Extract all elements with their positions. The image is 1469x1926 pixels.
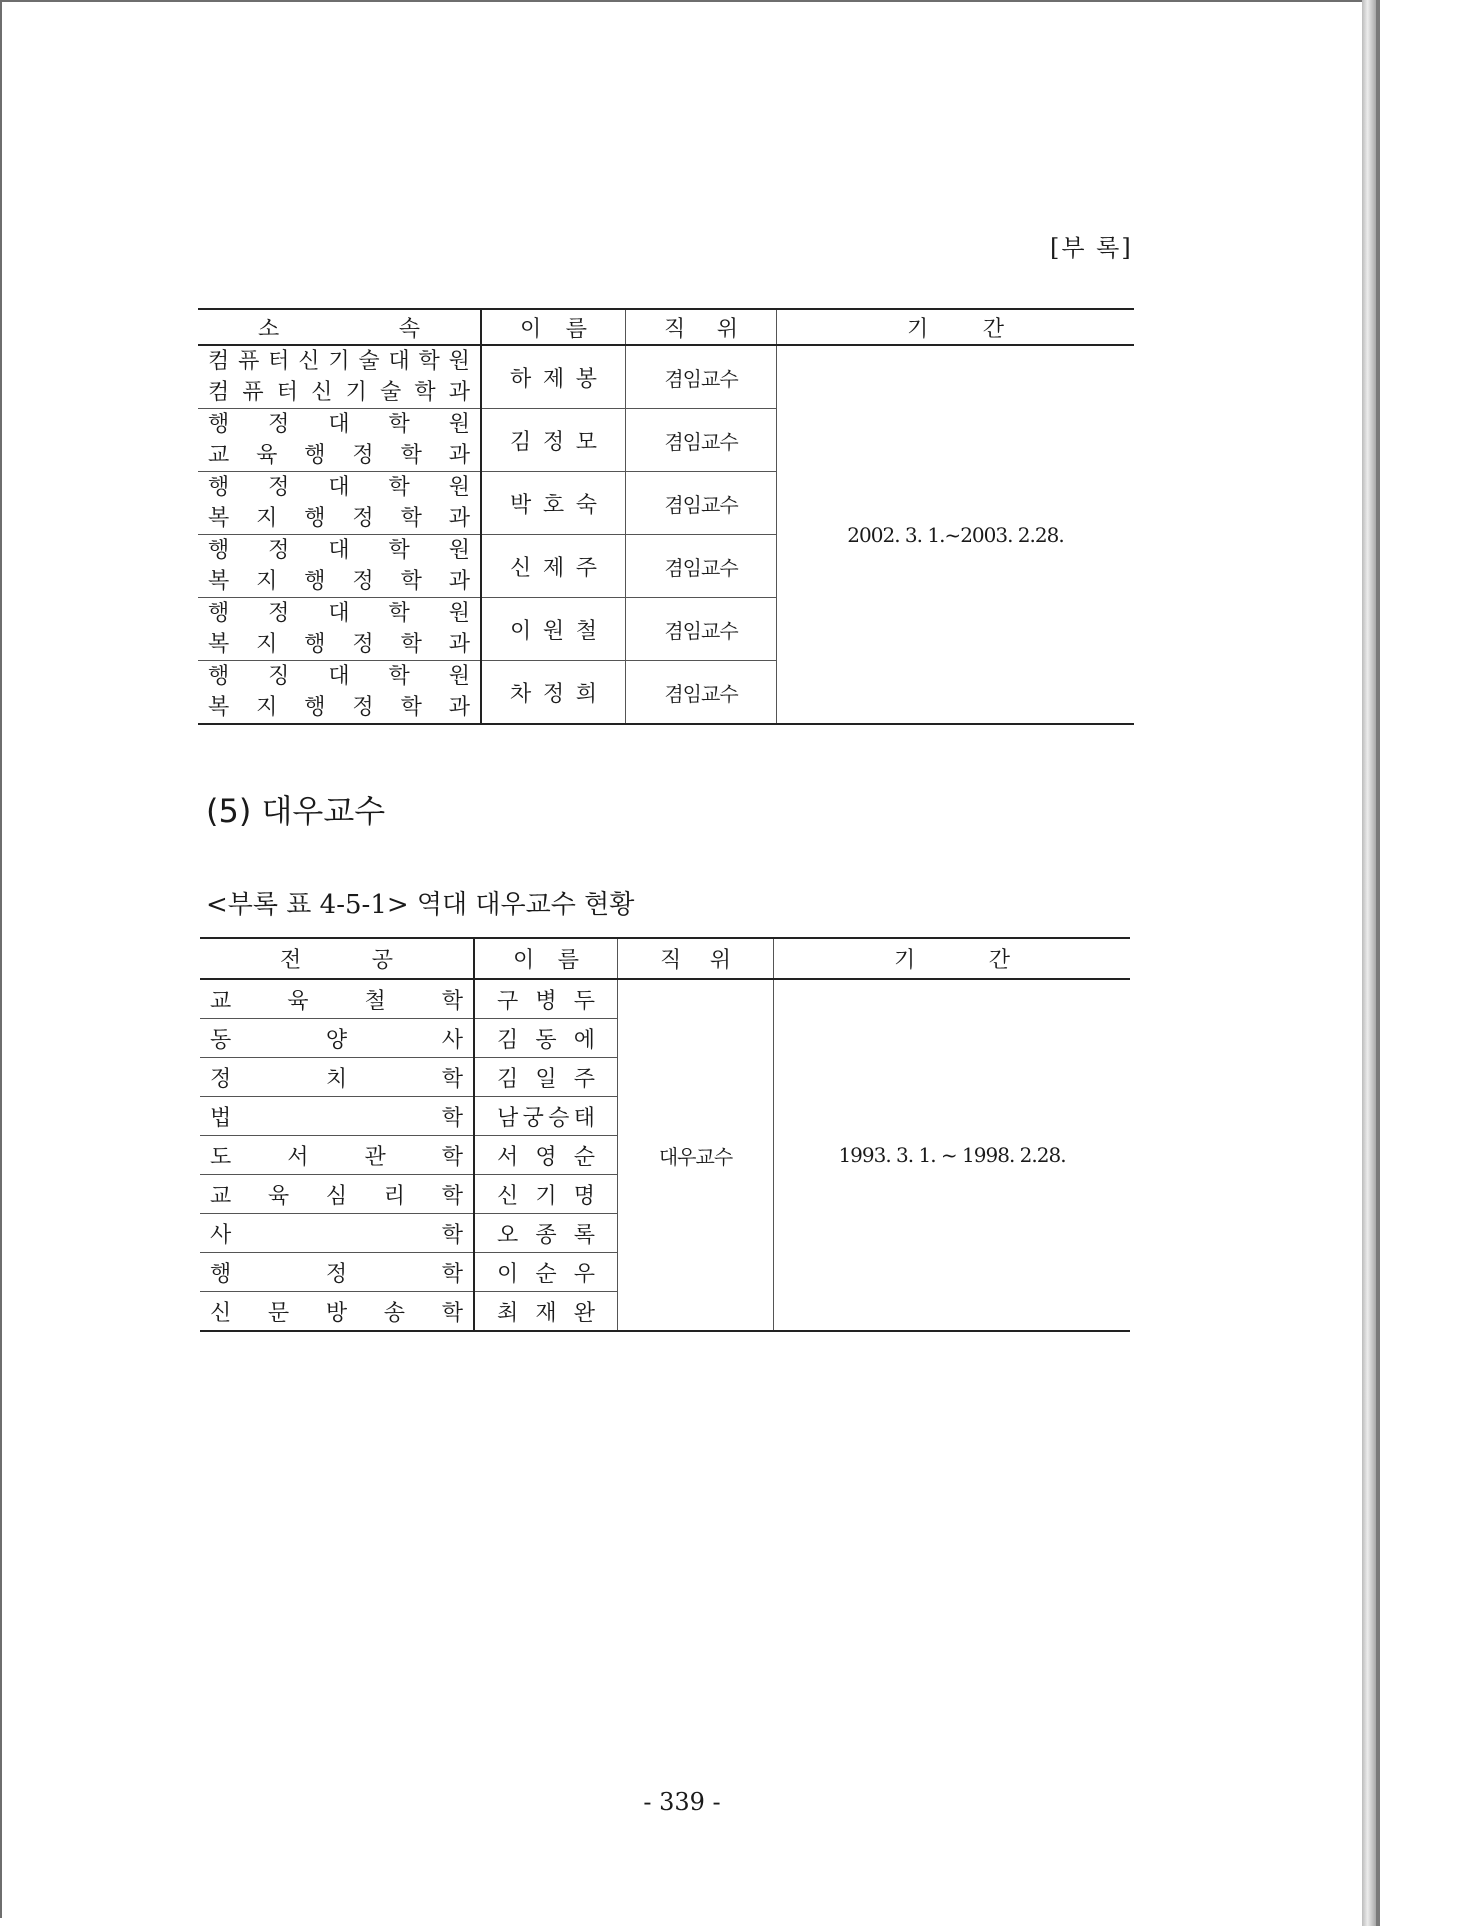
name-cell [481,598,626,661]
char: 사 [210,1222,232,1248]
person-name [475,1023,617,1054]
char: 학 [441,1144,463,1170]
char: 명 [573,1183,595,1209]
name-cell [481,345,626,409]
major-text [200,1257,473,1288]
position-cell: 대우교수 [618,979,774,1331]
char: 술 [379,380,402,405]
char: 컴 [208,380,230,405]
char: 태 [573,1105,595,1131]
char: 대 [328,664,350,689]
char: 학 [400,506,422,531]
affiliation-cell [198,345,481,409]
char: 육 [256,443,278,468]
char: 순 [535,1261,557,1287]
char: 행 [208,538,230,563]
header-position: 직 위 [626,309,777,345]
char: 승 [548,1105,570,1131]
char: 행 [304,443,326,468]
char: 학 [400,632,422,657]
char: 원 [448,412,470,437]
adjunct-professor-table [198,308,1134,725]
char: 치 [325,1066,348,1092]
affiliation-cell [198,535,481,598]
char: 록 [573,1222,595,1248]
affiliation-line [198,629,480,660]
name-cell [474,979,618,1019]
char: 학 [441,1066,463,1092]
person-name [475,1296,617,1327]
major-cell [200,1019,474,1058]
table-row [200,979,1130,1019]
major-text [200,1296,473,1327]
person-name [475,1218,617,1249]
header-period: 기 간 [774,938,1131,979]
char: 지 [256,506,278,531]
char: 학 [414,380,436,405]
major-text [200,1023,473,1054]
char: 신 [210,1300,232,1326]
table-header-row [198,309,1134,345]
char: 관 [364,1144,386,1170]
char: 정 [542,429,565,455]
name-cell [474,1253,618,1292]
person-name [482,677,625,708]
major-text [200,1062,473,1093]
major-text [200,1179,473,1210]
affiliation-line [198,598,480,629]
major-cell [200,979,474,1019]
char: 오 [497,1222,519,1248]
char: 터 [268,349,290,374]
char: 사 [441,1027,463,1053]
char: 육 [267,1183,290,1209]
char: 신 [311,380,333,405]
char: 학 [418,349,440,374]
char: 우 [573,1261,595,1287]
person-name [482,362,625,393]
person-name [475,1140,617,1171]
person-name [482,551,625,582]
char: 학 [441,988,463,1014]
char: 서 [287,1144,309,1170]
char: 컴 [208,349,230,374]
char: 원 [542,618,565,644]
table-caption: <부록 표 4-5-1> 역대 대우교수 현황 [206,890,635,920]
char: 지 [256,569,278,594]
affiliation-line [198,377,480,408]
char: 정 [268,601,290,626]
char: 과 [448,443,470,468]
char: 학 [400,443,422,468]
char: 대 [328,412,350,437]
char: 구 [497,988,519,1014]
char: 영 [535,1144,557,1170]
char: 철 [575,618,597,644]
person-name [475,984,617,1015]
char: 기 [345,380,367,405]
char: 교 [210,988,232,1014]
page-number: - 339 - [643,1788,721,1816]
affiliation-line [198,535,480,566]
period-cell: 2002. 3. 1.~2003. 2.28. [777,345,1135,724]
char: 정 [210,1066,232,1092]
char: 주 [573,1066,595,1092]
name-cell [481,409,626,472]
char: 정 [325,1261,348,1287]
char: 리 [383,1183,406,1209]
char: 대 [328,475,350,500]
char: 도 [210,1144,232,1170]
affiliation-line [198,409,480,440]
char: 학 [441,1300,463,1326]
char: 교 [208,443,230,468]
position-cell: 겸임교수 [626,535,777,598]
char: 정 [352,443,374,468]
major-text [200,1140,473,1171]
char: 숙 [575,492,597,518]
char: 행 [208,664,230,689]
char: 양 [325,1027,348,1053]
position-cell: 겸임교수 [626,598,777,661]
affiliation-cell [198,598,481,661]
major-cell [200,1136,474,1175]
char: 철 [364,988,386,1014]
char: 과 [448,380,470,405]
affiliation-line [198,503,480,534]
char: 동 [535,1027,557,1053]
char: 순 [573,1144,595,1170]
char: 박 [510,492,532,518]
header-period: 기 간 [777,309,1135,345]
name-cell [474,1292,618,1332]
char: 과 [448,695,470,720]
char: 원 [448,601,470,626]
char: 하 [510,366,532,392]
person-name [482,488,625,519]
char: 학 [400,569,422,594]
char: 복 [208,569,230,594]
table-row [198,345,1134,409]
name-cell [474,1097,618,1136]
char: 원 [448,664,470,689]
char: 정 [268,538,290,563]
name-cell [481,661,626,725]
char: 궁 [522,1105,544,1131]
char: 정 [542,681,565,707]
char: 제 [542,555,565,581]
char: 학 [400,695,422,720]
char: 지 [256,695,278,720]
char: 대 [328,538,350,563]
char: 행 [208,412,230,437]
page-edge-shadow [1362,0,1376,1926]
char: 원 [448,349,470,374]
char: 호 [542,492,565,518]
position-cell: 겸임교수 [626,409,777,472]
char: 기 [535,1183,557,1209]
char: 두 [573,988,595,1014]
header-affiliation: 소 속 [198,309,481,345]
position-cell: 겸임교수 [626,661,777,725]
char: 김 [510,429,532,455]
person-name [475,1179,617,1210]
major-cell [200,1253,474,1292]
major-text [200,1101,473,1132]
affiliation-cell [198,472,481,535]
char: 모 [575,429,597,455]
person-name [475,1062,617,1093]
affiliation-cell [198,409,481,472]
char: 문 [267,1300,290,1326]
section-header-label: [부 록] [1050,234,1133,262]
char: 퓨 [242,380,264,405]
person-name [475,1101,617,1132]
section-title: (5) 대우교수 [206,792,386,830]
char: 술 [358,349,380,374]
person-name [482,425,625,456]
visiting-professor-table [200,937,1130,1332]
name-cell [474,1214,618,1253]
char: 학 [388,601,410,626]
char: 김 [497,1027,519,1053]
char: 행 [304,695,326,720]
char: 터 [276,380,299,405]
char: 원 [448,538,470,563]
char: 과 [448,632,470,657]
char: 복 [208,632,230,657]
person-name [482,614,625,645]
table-header-row [200,938,1130,979]
char: 방 [325,1300,348,1326]
major-cell [200,1214,474,1253]
char: 행 [304,632,326,657]
char: 학 [441,1261,463,1287]
affiliation-line [198,472,480,503]
char: 희 [575,681,597,707]
char: 남 [497,1105,519,1131]
char: 신 [298,349,320,374]
char: 정 [352,506,374,531]
major-cell [200,1175,474,1214]
char: 완 [573,1300,595,1326]
char: 행 [208,601,230,626]
char: 복 [208,695,230,720]
char: 지 [256,632,278,657]
char: 종 [535,1222,557,1248]
affiliation-line [198,440,480,471]
char: 대 [328,601,350,626]
char: 주 [575,555,597,581]
header-major: 전 공 [200,938,474,979]
header-name: 이 름 [481,309,626,345]
char: 서 [497,1144,519,1170]
affiliation-line [198,346,480,377]
char: 병 [535,988,557,1014]
char: 심 [325,1183,348,1209]
affiliation-line [198,661,480,692]
char: 차 [510,681,532,707]
char: 행 [304,569,326,594]
char: 동 [210,1027,232,1053]
char: 정 [268,475,290,500]
char: 학 [441,1105,463,1131]
name-cell [474,1175,618,1214]
major-cell [200,1097,474,1136]
char: 학 [388,538,410,563]
char: 원 [448,475,470,500]
char: 김 [497,1066,519,1092]
char: 이 [497,1261,519,1287]
char: 기 [328,349,350,374]
char: 행 [208,475,230,500]
char: 육 [287,988,309,1014]
major-cell [200,1292,474,1332]
affiliation-line [198,566,480,597]
major-text [200,984,473,1015]
char: 과 [448,569,470,594]
char: 송 [383,1300,406,1326]
name-cell [481,535,626,598]
char: 행 [304,506,326,531]
char: 최 [497,1300,519,1326]
char: 행 [210,1261,232,1287]
char: 대 [388,349,410,374]
char: 학 [388,412,410,437]
char: 정 [352,569,374,594]
major-cell [200,1058,474,1097]
char: 제 [542,366,565,392]
char: 에 [573,1027,595,1053]
char: 징 [268,664,290,689]
char: 이 [510,618,532,644]
char: 퓨 [238,349,260,374]
char: 재 [535,1300,557,1326]
char: 학 [441,1222,463,1248]
name-cell [474,1058,618,1097]
affiliation-line [198,692,480,723]
char: 봉 [575,366,597,392]
char: 신 [510,555,532,581]
char: 정 [268,412,290,437]
char: 복 [208,506,230,531]
person-name [475,1257,617,1288]
header-position: 직 위 [618,938,774,979]
name-cell [481,472,626,535]
position-cell: 겸임교수 [626,345,777,409]
char: 정 [352,632,374,657]
period-cell: 1993. 3. 1. ~ 1998. 2.28. [774,979,1131,1331]
char: 법 [210,1105,232,1131]
char: 학 [388,664,410,689]
position-cell: 겸임교수 [626,472,777,535]
header-name: 이 름 [474,938,618,979]
name-cell [474,1136,618,1175]
char: 정 [352,695,374,720]
major-text [200,1218,473,1249]
char: 일 [535,1066,557,1092]
char: 교 [210,1183,232,1209]
affiliation-cell [198,661,481,725]
char: 신 [497,1183,519,1209]
name-cell [474,1019,618,1058]
char: 과 [448,506,470,531]
page-edge-line [1376,0,1380,1926]
char: 학 [388,475,410,500]
char: 학 [441,1183,463,1209]
